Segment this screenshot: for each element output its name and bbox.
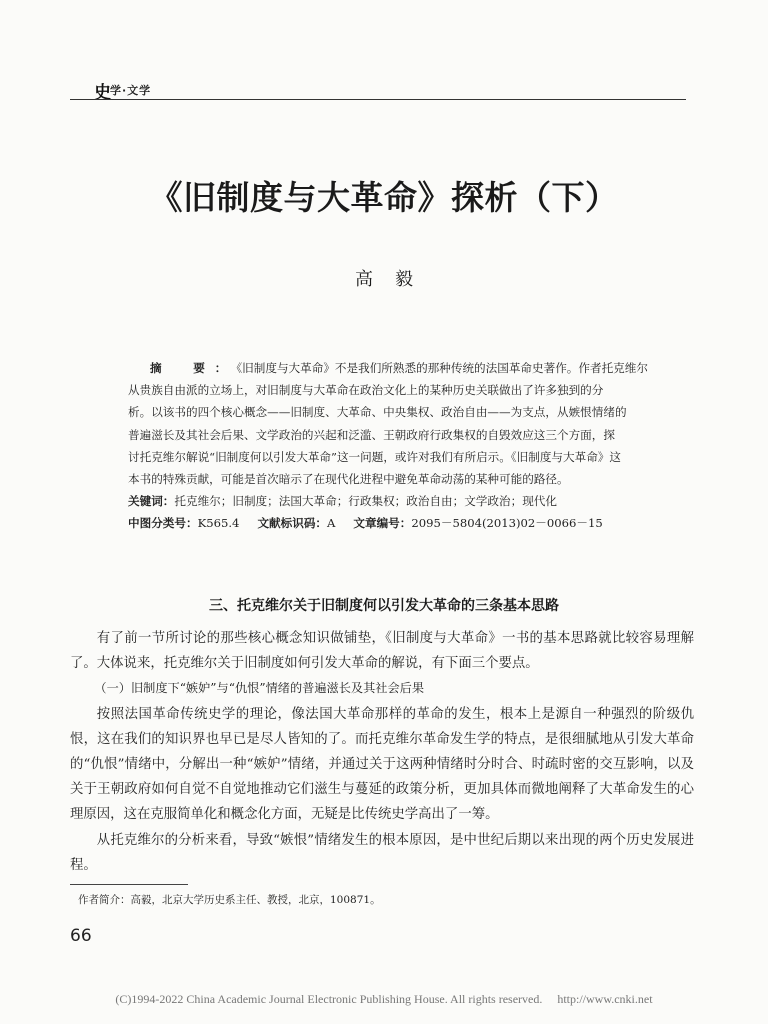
- doc-code-label: 文献标识码：: [257, 516, 328, 531]
- abstract-text: 《旧制度与大革命》不是我们所熟悉的那种传统的法国革命史著作。作者托克维尔: [236, 361, 648, 375]
- abstract-line: 讨托克维尔解说“旧制度何以引发大革命”这一问题，或许对我们有所启示。《旧制度与大革命》这: [128, 449, 621, 464]
- author-name: 高毅: [355, 269, 435, 290]
- header-logo-mark: 史: [94, 83, 111, 103]
- header-rule: [70, 99, 686, 100]
- article-number-label: 文章编号：: [353, 516, 412, 531]
- abstract-label: 摘 要：: [150, 361, 237, 375]
- author-footnote: 作者简介：高毅，北京大学历史系主任、教授，北京，100871。: [78, 894, 381, 906]
- body-paragraph: 有了前一节所讨论的那些核心概念知识做铺垫，《旧制度与大革命》一书的基本思路就比较容易理解了。大体说来，托克维尔关于旧制度如何引发大革命的解说，有下面三个要点。: [70, 631, 694, 672]
- doc-code-value: A: [327, 516, 336, 531]
- section-heading: 三、托克维尔关于旧制度何以引发大革命的三条基本思路: [209, 598, 559, 614]
- body-text: [70, 626, 694, 878]
- abstract-line: 析。以该书的四个核心概念——旧制度、大革命、中央集权、政治自由——为支点，从嫉恨情绪的: [128, 405, 627, 420]
- clc-label: 中图分类号：: [128, 516, 198, 531]
- abstract-line: 从贵族自由派的立场上，对旧制度与大革命在政治文化上的某种历史关联做出了许多独到的分: [128, 383, 604, 398]
- keywords-line: [128, 490, 662, 512]
- clc-value: K565.4: [197, 516, 240, 531]
- body-paragraph: 按照法国革命传统史学的理论，像法国大革命那样的革命的发生，根本上是源自一种强烈的阶级仇恨，这在我们的知识界也早已是尽人皆知的了。而托克维尔革命发生学的特点，是很细腻地从引发大革命的“仇恨”情绪中，分解出一种“嫉妒”情绪，并通过关于这两种情绪时分时合、时疏时密的交互影响，以及关于王朝政府如何自觉不自觉地推动它们滋生与蔓延的政策分析，更加具体而微地阐释了大革命发生的心理原因，这在克服简单化和概念化方面，无疑是比传统史学高出了一筹。: [70, 706, 694, 823]
- keywords-label: 关键词：: [128, 494, 175, 509]
- classification-line: [128, 512, 662, 534]
- abstract-line: 普遍滋长及其社会后果、文学政治的兴起和泛滥、王朝政府行政集权的自毁效应这三个方面，探: [128, 427, 615, 442]
- running-header: [70, 78, 686, 103]
- subsection-heading: （一）旧制度下“嫉妒”与“仇恨”情绪的普遍滋长及其社会后果: [94, 681, 425, 696]
- abstract-block: [128, 357, 662, 535]
- article-title: 《旧制度与大革命》探析（下）: [149, 178, 619, 217]
- footnote-rule: [70, 884, 188, 885]
- keywords-text: 托克维尔；旧制度；法国大革命；行政集权；政治自由；文学政治；现代化: [174, 494, 557, 509]
- abstract-line: [128, 357, 662, 379]
- copyright-notice: (C)1994-2022 China Academic Journal Electronic Publishing House. All rights reserved. http://www.cnki.net: [115, 992, 653, 1006]
- page-number: 66: [70, 926, 92, 946]
- abstract-line: 本书的特殊贡献，可能是首次暗示了在现代化进程中避免革命动荡的某种可能的路径。: [128, 472, 569, 487]
- body-paragraph: 从托克维尔的分析来看，导致“嫉恨”情绪发生的根本原因，是中世纪后期以来出现的两个历史发展进程。: [70, 832, 694, 873]
- article-number-value: 2095－5804(2013)02－0066－15: [411, 516, 603, 531]
- header-section-label: 学·文学: [110, 84, 152, 97]
